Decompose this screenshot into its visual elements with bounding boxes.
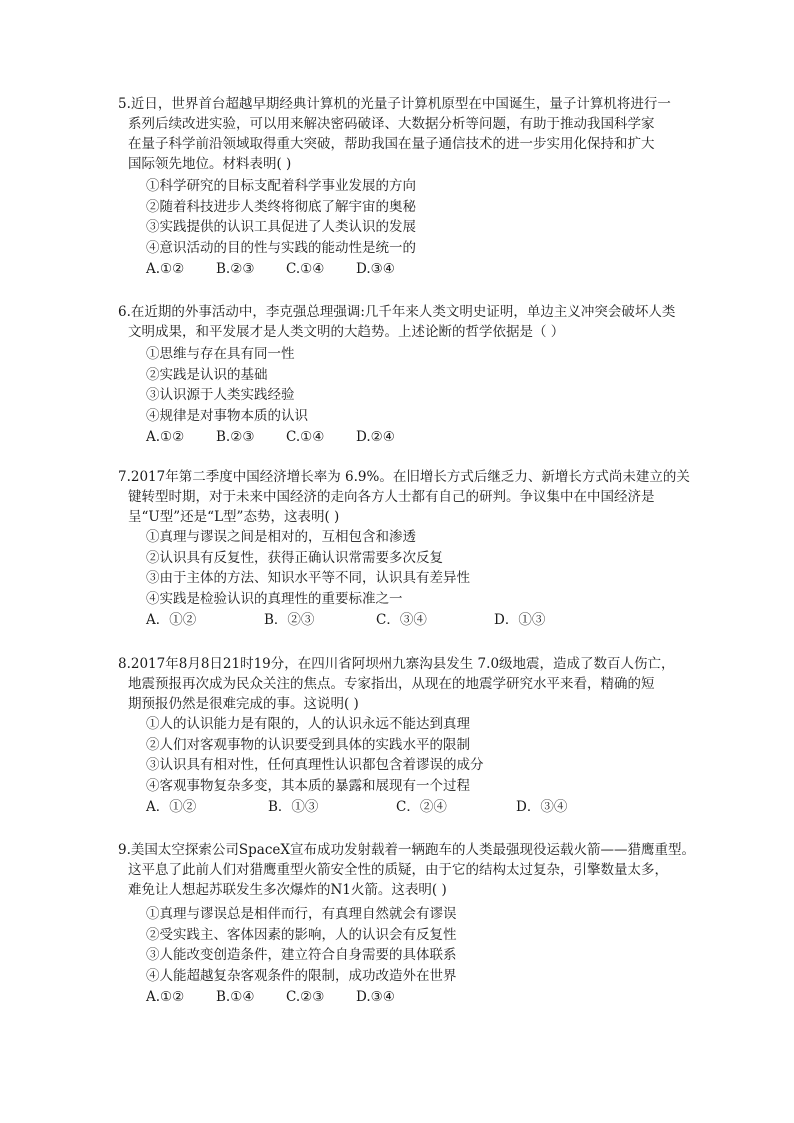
stem-line: 6.在近期的外事活动中，李克强总理强调:几千年来人类文明史证明，单边主义冲突会破坏人类 — [118, 304, 676, 320]
stem-line: 在量子科学前沿领域取得重大突破，帮助我国在量子通信技术的进一步实用化保持和扩大 — [128, 136, 655, 152]
option-2: ②人们对客观事物的认识要受到具体的实践水平的限制 — [146, 736, 470, 753]
option-3: ③实践提供的认识工具促进了人类认识的发展 — [146, 219, 416, 235]
choice-d[interactable]: D．①③ — [494, 612, 546, 628]
answer-choices — [146, 426, 718, 448]
choice-d[interactable]: D.②④ — [356, 429, 395, 445]
stem-line: 8.2017年8月8日21时19分，在四川省阿坝州九寨沟县发生 7.0级地震，造成了数百人伤亡， — [118, 656, 675, 672]
option-4: ④人能超越复杂客观条件的限制，成功改造外在世界 — [146, 967, 457, 984]
option-4: ④意识活动的目的性与实践的能动性是统一的 — [146, 239, 416, 256]
question-stem — [118, 840, 718, 900]
choice-b[interactable]: B.②③ — [216, 261, 255, 277]
stem-line: 期预报仍然是很难完成的事。这说明( ) — [128, 696, 359, 712]
answer-choices — [146, 986, 718, 1008]
stem-line: 9.美国太空探索公司SpaceX宣布成功发射载着一辆跑车的人类最强现役运载火箭——猎鹰重型。 — [118, 842, 695, 858]
choice-c[interactable]: C．③④ — [376, 612, 427, 628]
stem-line: 国际领先地位。材料表明( ) — [128, 156, 292, 172]
choice-d[interactable]: D．③④ — [516, 799, 568, 815]
question-5 — [118, 94, 718, 280]
choice-c[interactable]: C.①④ — [286, 261, 325, 277]
choice-a[interactable]: A.①② — [146, 989, 185, 1005]
choice-c[interactable]: C.②③ — [286, 989, 325, 1005]
stem-line: 5.近日，世界首台超越早期经典计算机的光量子计算机原型在中国诞生，量子计算机将进行一 — [118, 96, 671, 112]
question-9 — [118, 840, 718, 1008]
question-stem — [118, 467, 718, 527]
question-stem — [118, 302, 718, 342]
option-2: ②受实践主、客体因素的影响，人的认识会有反复性 — [146, 926, 457, 943]
choice-a[interactable]: A.①② — [146, 429, 185, 445]
choice-a[interactable]: A．①② — [146, 612, 197, 628]
choice-a[interactable]: A．①② — [146, 799, 197, 815]
option-4: ④实践是检验认识的真理性的重要标准之一 — [146, 590, 403, 607]
choice-b[interactable]: B.②③ — [216, 429, 255, 445]
stem-line: 地震预报再次成为民众关注的焦点。专家指出，从现在的地震学研究水平来看，精确的短 — [128, 676, 655, 692]
stem-line: 呈“U型”还是“L型”态势，这表明( ) — [128, 509, 340, 525]
choice-d[interactable]: D.③④ — [356, 989, 395, 1005]
option-4: ④规律是对事物本质的认识 — [146, 407, 308, 424]
stem-line: 键转型时期，对于未来中国经济的走向各方人士都有自己的研判。争议集中在中国经济是 — [128, 489, 655, 505]
choice-c[interactable]: C.①④ — [286, 429, 325, 445]
stem-line: 系列后续改进实验，可以用来解决密码破译、大数据分析等问题，有助于推动我国科学家 — [128, 116, 655, 132]
question-stem — [118, 94, 718, 174]
stem-line: 这平息了此前人们对猎鹰重型火箭安全性的质疑，由于它的结构太过复杂，引擎数量太多， — [128, 862, 668, 878]
option-4: ④客观事物复杂多变，其本质的暴露和展现有一个过程 — [146, 777, 470, 794]
option-1: ①人的认识能力是有限的，人的认识永远不能达到真理 — [146, 716, 470, 732]
choice-a[interactable]: A.①② — [146, 261, 185, 277]
question-7 — [118, 467, 718, 631]
option-3: ③人能改变创造条件，建立符合自身需要的具体联系 — [146, 947, 457, 963]
choice-c[interactable]: C．②④ — [396, 799, 447, 815]
answer-choices — [146, 796, 718, 818]
choice-b[interactable]: B.①④ — [216, 989, 255, 1005]
answer-choices — [146, 258, 718, 280]
option-2: ②认识具有反复性，获得正确认识常需要多次反复 — [146, 549, 443, 566]
answer-choices — [146, 609, 718, 631]
option-1: ①真理与谬误之间是相对的，互相包含和渗透 — [146, 529, 416, 545]
option-1: ①思维与存在具有同一性 — [146, 346, 295, 362]
question-stem — [118, 654, 718, 714]
stem-line: 难免让人想起苏联发生多次爆炸的N1火箭。这表明( ) — [128, 882, 447, 898]
stem-line: 7.2017年第二季度中国经济增长率为 6.9%。在旧增长方式后继乏力、新增长方式尚未建立的关 — [118, 469, 690, 485]
choice-b[interactable]: B．②③ — [264, 612, 315, 628]
option-3: ③认识源于人类实践经验 — [146, 387, 295, 403]
option-2: ②随着科技进步人类终将彻底了解宇宙的奥秘 — [146, 198, 416, 215]
question-8 — [118, 654, 718, 818]
option-3: ③由于主体的方法、知识水平等不同，认识具有差异性 — [146, 570, 470, 586]
option-3: ③认识具有相对性，任何真理性认识都包含着谬误的成分 — [146, 757, 484, 773]
choice-b[interactable]: B．①③ — [268, 799, 319, 815]
option-1: ①真理与谬误总是相伴而行，有真理自然就会有谬误 — [146, 906, 457, 922]
stem-line: 文明成果，和平发展才是人类文明的大趋势。上述论断的哲学依据是（ ） — [128, 324, 565, 340]
option-1: ①科学研究的目标支配着科学事业发展的方向 — [146, 178, 416, 194]
question-6 — [118, 302, 718, 448]
option-2: ②实践是认识的基础 — [146, 366, 268, 383]
choice-d[interactable]: D.③④ — [356, 261, 395, 277]
